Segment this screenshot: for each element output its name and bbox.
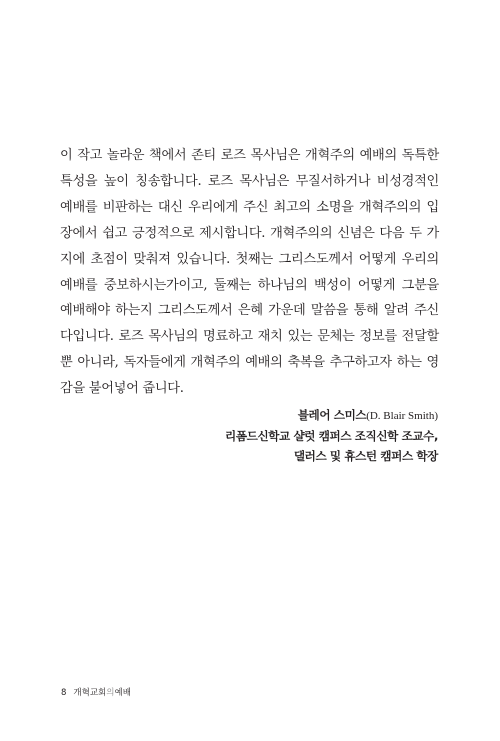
paragraph-line: 예배를 중보하시는가이고, 둘째는 하나님의 백성이 어떻게 그분을 [60,277,439,293]
page-number: 8 [61,688,67,698]
running-title-part-1: 개혁교회 [73,688,107,698]
endorser-title-line-2: 댈러스 및 휴스턴 캠퍼스 학장 [293,449,438,463]
paragraph-line: 지에 초점이 맞춰져 있습니다. 첫째는 그리스도께서 어떻게 우리의 [60,251,439,267]
paragraph-line: 특성을 높이 칭송합니다. 로즈 목사님은 무질서하거나 비성경적인 [60,173,439,189]
page-footer [61,686,131,698]
paragraph-line: 뿐 아니라, 독자들에게 개혁주의 예배의 축복을 추구하고자 하는 영 [60,355,439,371]
endorser-title-line-1: 리폼드신학교 샬럿 캠퍼스 조직신학 조교수, [225,429,438,443]
running-title-part-3: 예배 [114,688,131,698]
paragraph-line: 예배해야 하는지 그리스도께서 은혜 가운데 말씀을 통해 알려 주신 [60,303,439,319]
endorsement-paragraph [60,143,439,402]
running-title-part-2: 의 [106,688,115,698]
paragraph-line: 감을 불어넣어 줍니다. [60,381,184,397]
endorser-name-latin: (D. Blair Smith) [366,410,438,422]
paragraph-line: 장에서 쉽고 긍정적으로 제시합니다. 개혁주의의 신념은 다음 두 가 [60,225,439,241]
paragraph-line: 이 작고 놀라운 책에서 존티 로즈 목사님은 개혁주의 예배의 독특한 [60,148,439,163]
endorser-name: 블레어 스미스 [297,408,367,422]
paragraph-line: 다입니다. 로즈 목사님의 명료하고 재치 있는 문체는 정보를 전달할 [60,329,439,345]
endorser-attribution [225,405,438,466]
endorser-name-line [225,405,438,426]
paragraph-line: 예배를 비판하는 대신 우리에게 주신 최고의 소명을 개혁주의의 입 [60,199,439,215]
